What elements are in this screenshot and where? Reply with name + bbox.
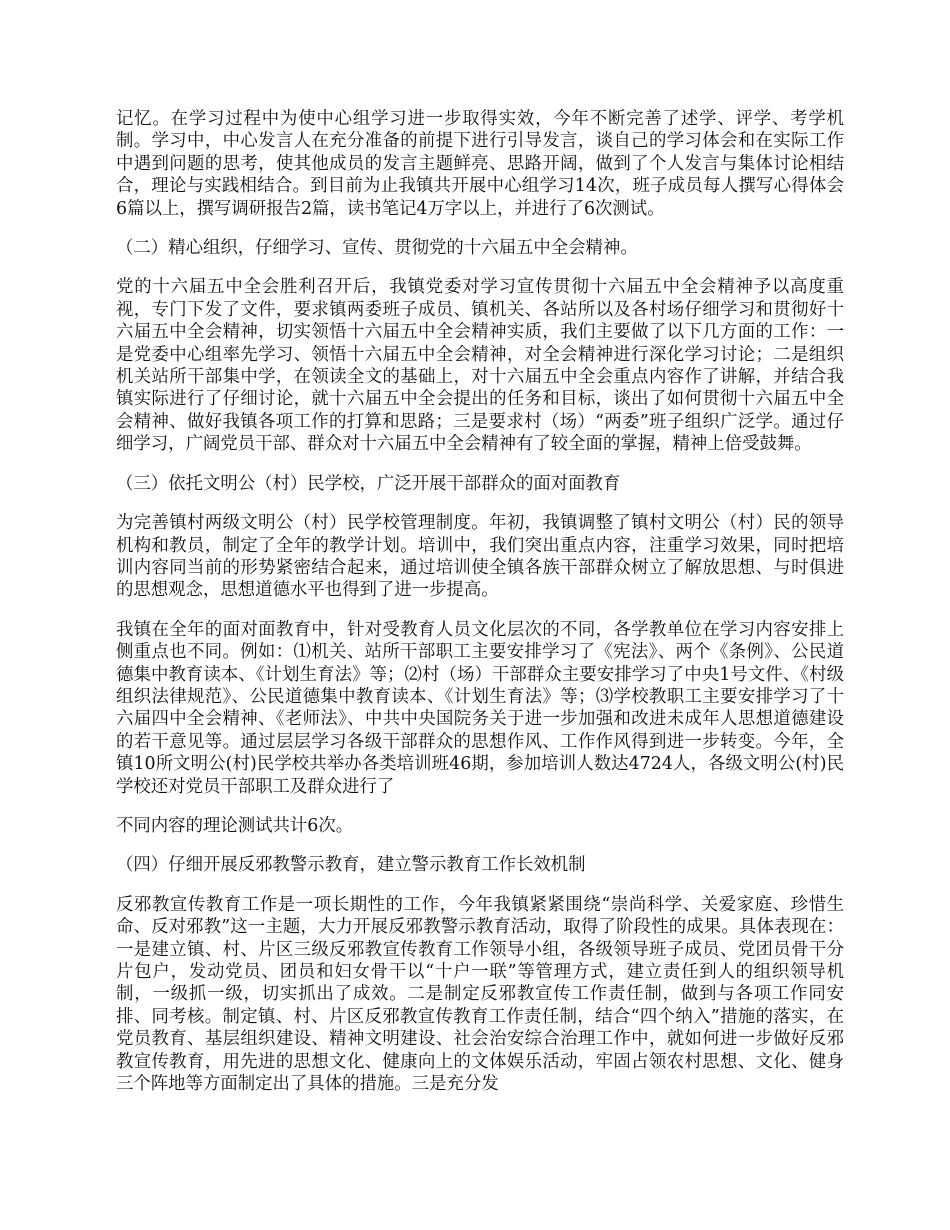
paragraph-civic-school: 为完善镇村两级文明公（村）民学校管理制度。年初，我镇调整了镇村文明公（村）民的领导机构和教员，制定了全年的教学计划。培训中，我们突出重点内容，注重学习效果，同时把培训内容同当前的形势紧密结合起来，通过培训使全镇各族干部群众树立了解放思想、与时俱进的思想观念，思想道德水平也得到了进一步提高。 <box>116 513 844 601</box>
paragraph-anti-cult-education: 反邪教宣传教育工作是一项长期性的工作，今年我镇紧紧围绕“崇尚科学、关爱家庭、珍惜生命、反对邪教”这一主题，大力开展反邪教警示教育活动，取得了阶段性的成果。具体表现在：一是建立镇、村、片区三级反邪教宣传教育工作领导小组，各级领导班子成员、党团员骨干分片包户，发动党员、团员和妇女骨干以“十户一联”等管理方式，建立责任到人的组织领导机制，一级抓一级，切实抓出了成效。二是制定反邪教宣传工作责任制，做到与各项工作同安排、同考核。制定镇、村、片区反邪教宣传教育工作责任制，结合“四个纳入”措施的落实，在党员教育、基层组织建设、精神文明建设、社会治安综合治理工作中，就如何进一步做好反邪教宣传教育，用先进的思想文化、健康向上的文体娱乐活动，牢固占领农村思想、文化、健身三个阵地等方面制定出了具体的措施。三是充分发 <box>116 894 844 1095</box>
section-heading-4: （四）仔细开展反邪教警示教育，建立警示教育工作长效机制 <box>116 855 586 876</box>
paragraph-plenary-study: 党的十六届五中全会胜利召开后，我镇党委对学习宣传贯彻十六届五中全会精神予以高度重视，专门下发了文件，要求镇两委班子成员、镇机关、各站所以及各村场仔细学习和贯彻好十六届五中全会精神，切实领悟十六届五中全会精神实质，我们主要做了以下几方面的工作：一是党委中心组率先学习、领悟十六届五中全会精神，对全会精神进行深化学习讨论；二是组织机关站所干部集中学，在领读全文的基础上，对十六届五中全会重点内容作了讲解，并结合我镇实际进行了仔细讨论，就十六届五中全会提出的任务和目标，谈出了如何贯彻十六届五中全会精神、做好我镇各项工作的打算和思路；三是要求村（场）“两委”班子组织广泛学。通过仔细学习，广阔党员干部、群众对十六届五中全会精神有了较全面的掌握，精神上倍受鼓舞。 <box>116 277 844 455</box>
paragraph-theory-tests: 不同内容的理论测试共计6次。 <box>116 815 354 836</box>
paragraph-study-mechanism: 记忆。在学习过程中为使中心组学习进一步取得实效，今年不断完善了述学、评学、考学机制。学习中，中心发言人在充分准备的前提下进行引导发言，谈自己的学习体会和在实际工作中遇到问题的思考，使其他成员的发言主题鲜亮、思路开阔，做到了个人发言与集体讨论相结合，理论与实践相结合。到目前为止我镇共开展中心组学习14次，班子成员每人撰写心得体会6篇以上，撰写调研报告2篇，读书笔记4万字以上，并进行了6次测试。 <box>116 109 844 219</box>
section-heading-3: （三）依托文明公（村）民学校，广泛开展干部群众的面对面教育 <box>116 473 621 494</box>
paragraph-face-to-face-education: 我镇在全年的面对面教育中，针对受教育人员文化层次的不同，各学教单位在学习内容安排上侧重点也不同。例如：⑴机关、站所干部职工主要安排学习了《宪法》、两个《条例》、公民道德集中教育读本、《计划生育法》等；⑵村（场）干部群众主要安排学习了中央1号文件、《村级组织法律规范》、公民道德集中教育读本、《计划生育法》等；⑶学校教职工主要安排学习了十六届四中全会精神、《老师法》、中共中央国院务关于进一步加强和改进未成年人思想道德建设的若干意见等。通过层层学习各级干部群众的思想作风、工作作风得到进一步转变。今年，全镇10所文明公(村)民学校共举办各类培训班46期，参加培训人数达4724人，各级文明公(村)民学校还对党员干部职工及群众进行了 <box>116 619 844 797</box>
document-body <box>116 108 844 1112</box>
section-heading-2: （二）精心组织，仔细学习、宣传、贯彻党的十六届五中全会精神。 <box>116 238 638 259</box>
